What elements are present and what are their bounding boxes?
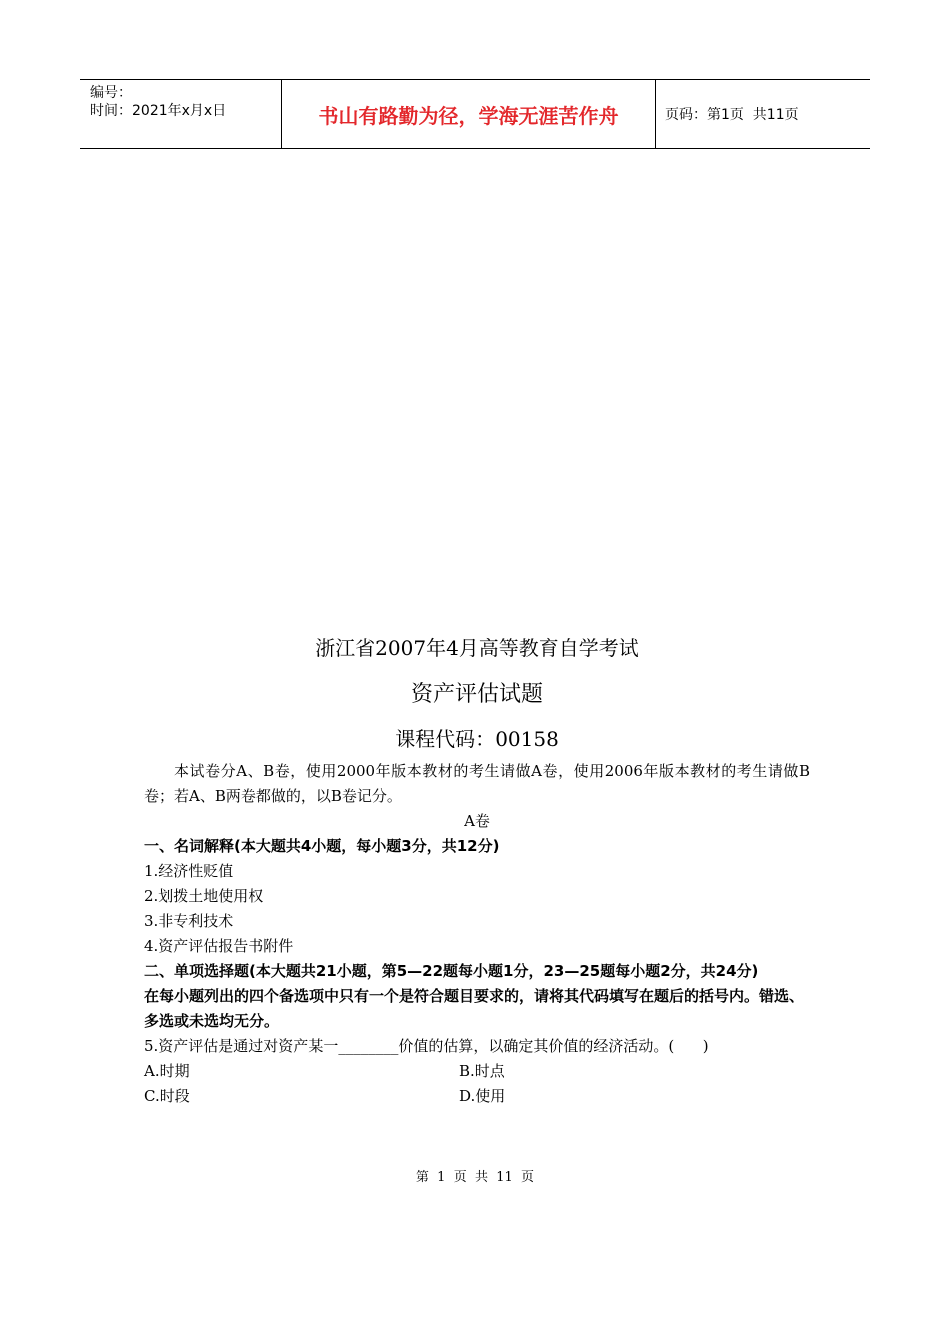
page-header [80, 79, 870, 149]
exam-subject: 资产评估试题 [410, 682, 543, 707]
option-d: D.使用 [459, 1087, 506, 1105]
section-a-heading: A卷 [464, 812, 490, 830]
header-page-info [655, 80, 870, 148]
time-label: 时间：2021年x月x日 [90, 103, 227, 119]
header-motto: 书山有路勤为径，学海无涯苦作舟 [281, 80, 656, 148]
exam-title: 浙江省2007年4月高等教育自学考试 [315, 636, 639, 660]
list-item: 4.资产评估报告书附件 [144, 937, 294, 955]
course-code [144, 721, 810, 757]
option-b: B.时点 [459, 1062, 505, 1080]
serial-label: 编号： [90, 85, 132, 101]
option-c: C.时段 [144, 1087, 190, 1105]
question-5: 5.资产评估是通过对资产某一________价值的估算，以确定其价值的经济活动。( ) [144, 1037, 709, 1055]
page-footer: 第 1 页 共 11 页 [415, 1170, 535, 1185]
part1-heading: 一、名词解释(本大题共4小题，每小题3分，共12分) [144, 837, 500, 855]
header-meta [80, 80, 280, 148]
option-a: A.时期 [144, 1062, 190, 1080]
course-code-value: 00158 [495, 727, 559, 751]
course-code-label: 课程代码： [395, 727, 496, 751]
list-item: 1.经济性贬值 [144, 862, 234, 880]
page-info-text: 页码：第1页 共11页 [665, 107, 799, 123]
q5-options-row-1 [144, 1059, 810, 1084]
exam-content [144, 630, 810, 1109]
part2-instruction: 在每小题列出的四个备选项中只有一个是符合题目要求的，请将其代码填写在题后的括号内。错选、多选或未选均无分。 [144, 987, 805, 1030]
intro-paragraph: 本试卷分A、B卷，使用2000年版本教材的考生请做A卷，使用2006年版本教材的考生请做B卷；若A、B两卷都做的，以B卷记分。 [144, 762, 810, 805]
list-item: 3.非专利技术 [144, 912, 234, 930]
exam-body [144, 759, 810, 1109]
list-item: 2.划拨土地使用权 [144, 887, 264, 905]
part2-heading: 二、单项选择题(本大题共21小题，第5—22题每小题1分，23—25题每小题2分，共24分) [144, 962, 759, 980]
q5-options-row-2 [144, 1084, 810, 1109]
